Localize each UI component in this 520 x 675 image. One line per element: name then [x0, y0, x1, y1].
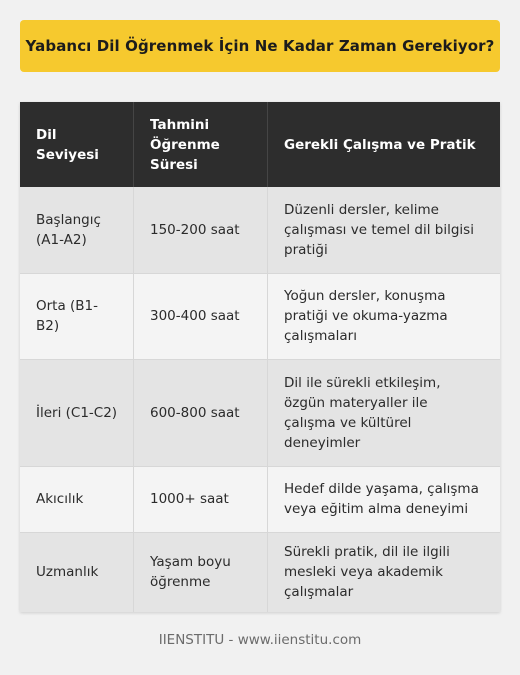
- table-row: [20, 187, 500, 273]
- row-time: 150-200 saat: [133, 187, 267, 272]
- row-level: Akıcılık: [36, 491, 84, 508]
- row-practice: Düzenli dersler, kelime çalışması ve temel dil bilgisi pratiği: [267, 187, 500, 272]
- row-practice: Sürekli pratik, dil ile ilgili mesleki veya akademik çalışmalar: [267, 533, 500, 612]
- row-time: 300-400 saat: [133, 274, 267, 359]
- header-practice: Gerekli Çalışma ve Pratik: [267, 102, 500, 187]
- title-banner: [20, 20, 500, 72]
- row-time: 600-800 saat: [133, 360, 267, 466]
- table-header-row: [20, 102, 500, 187]
- row-level: İleri (C1-C2): [36, 405, 118, 422]
- row-level: Orta (B1- B2): [36, 298, 99, 335]
- table-row: [20, 274, 500, 360]
- header-time: Tahmini Öğrenme Süresi: [133, 102, 267, 187]
- footer-credit: IIENSTITU - www.iienstitu.com: [158, 632, 362, 648]
- table-row: [20, 467, 500, 532]
- row-level: Uzmanlık: [36, 564, 99, 581]
- table-row: [20, 533, 500, 612]
- row-practice: Yoğun dersler, konuşma pratiği ve okuma-yazma çalışmaları: [267, 274, 500, 359]
- row-time: 1000+ saat: [133, 467, 267, 531]
- row-practice: Hedef dilde yaşama, çalışma veya eğitim alma deneyimi: [267, 467, 500, 531]
- header-level: Dil Seviyesi: [36, 126, 99, 163]
- row-practice: Dil ile sürekli etkileşim, özgün materyaller ile çalışma ve kültürel deneyimler: [267, 360, 500, 466]
- page-title: Yabancı Dil Öğrenmek İçin Ne Kadar Zaman Gerekiyor?: [25, 37, 495, 55]
- row-time: Yaşam boyu öğrenme: [133, 533, 267, 612]
- row-level: Başlangıç (A1-A2): [36, 211, 101, 248]
- study-time-table: [20, 102, 500, 612]
- table-row: [20, 360, 500, 467]
